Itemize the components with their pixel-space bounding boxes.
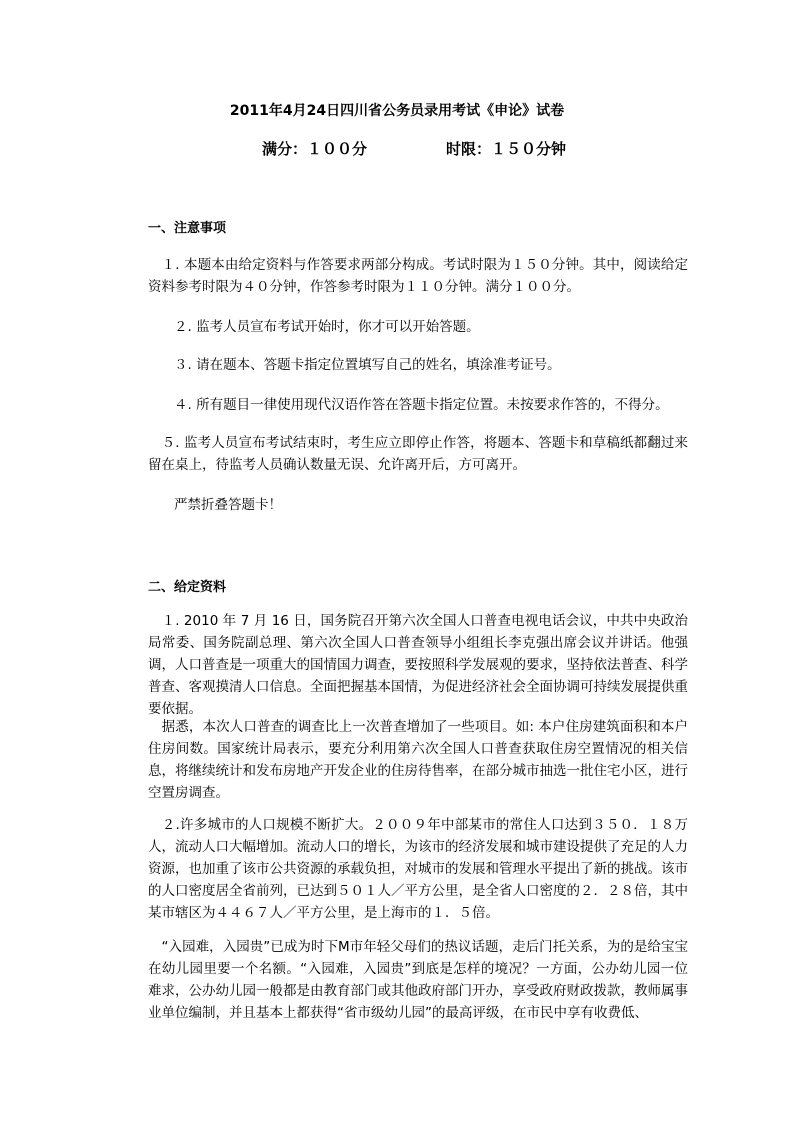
material-paragraph-4: “入园难，入园贵”已成为时下M市年轻父母们的热议话题，走后门托关系，为的是给宝宝在幼儿园里要一个名额。“入园难，入园贵”到底是怎样的境况？一方面，公办幼儿园一位难求，公办幼儿园一般都是由教育部门或其他政府部门开办，享受政府财政拨款，教师属事业单位编制，并且基本上都获得“省市级幼儿园”的最高评级，在市民中享有收费低、 (148, 939, 688, 1021)
time-limit: 时限：１５０分钟 (446, 140, 567, 158)
note-item-4: ４. 所有题目一律使用现代汉语作答在答题卡指定位置。未按要求作答的，不得分。 (174, 397, 669, 413)
note-item-1: １. 本题本由给定资料与作答要求两部分构成。考试时限为１５０分钟。其中，阅读给定资料参考时限为４０分钟，作答参考时限为１１０分钟。满分１００分。 (148, 257, 688, 295)
material-paragraph-1: １. 2010 年 7 月 16 日，国务院召开第六次全国人口普查电视电话会议，中共中央政治局常委、国务院副总理、第六次全国人口普查领导小组组长李克强出席会议并讲话。他强调，人口普查是一项重大的国情国力调查，要按照科学发展观的要求，坚持依法普查、科学普查、客观摸清人口信息。全面把握基本国情，为促进经济社会全面协调可持续发展提供重要依据。 (148, 613, 688, 717)
material-paragraph-3: ２.许多城市的人口规模不断扩大。２００９年中部某市的常住人口达到３５０．１８万人，流动人口大幅增加。流动人口的增长，为该市的经济发展和城市建设提供了充足的人力资源，也加重了该市公共资源的承载负担，对城市的发展和管理水平提出了新的挑战。该市的人口密度居全省前列，已达到５０１人／平方公里，是全省人口密度的２．２８倍，其中某市辖区为４４６７人／平方公里，是上海市的１．５倍。 (148, 817, 688, 921)
material-paragraph-2: 据悉，本次人口普查的调查比上一次普查增加了一些项目。如: 本户住房建筑面积和本户住房间数。国家统计局表示，要充分利用第六次全国人口普查获取住房空置情况的相关信息，将继续统计和发布房地产开发企业的住房待售率，在部分城市抽选一批住宅小区，进行空置房调查。 (148, 719, 688, 801)
note-item-5: ５. 监考人员宣布考试结束时，考生应立即停止作答，将题本、答题卡和草稿纸都翻过来留在桌上，待监考人员确认数量无误、允许离开后，方可离开。 (148, 435, 688, 473)
section-heading-materials: 二、给定资料 (148, 580, 227, 595)
section-heading-notes: 一、注意事项 (148, 221, 227, 236)
document-title: 2011年4月24日四川省公务员录用考试《申论》试卷 (229, 103, 565, 119)
warning-text: 严禁折叠答题卡！ (174, 497, 282, 513)
note-item-3: ３. 请在题本、答题卡指定位置填写自己的姓名，填涂准考证号。 (174, 357, 561, 373)
full-score: 满分：１００分 (262, 140, 368, 158)
note-item-2: ２. 监考人员宣布考试开始时，你才可以开始答题。 (174, 319, 480, 335)
